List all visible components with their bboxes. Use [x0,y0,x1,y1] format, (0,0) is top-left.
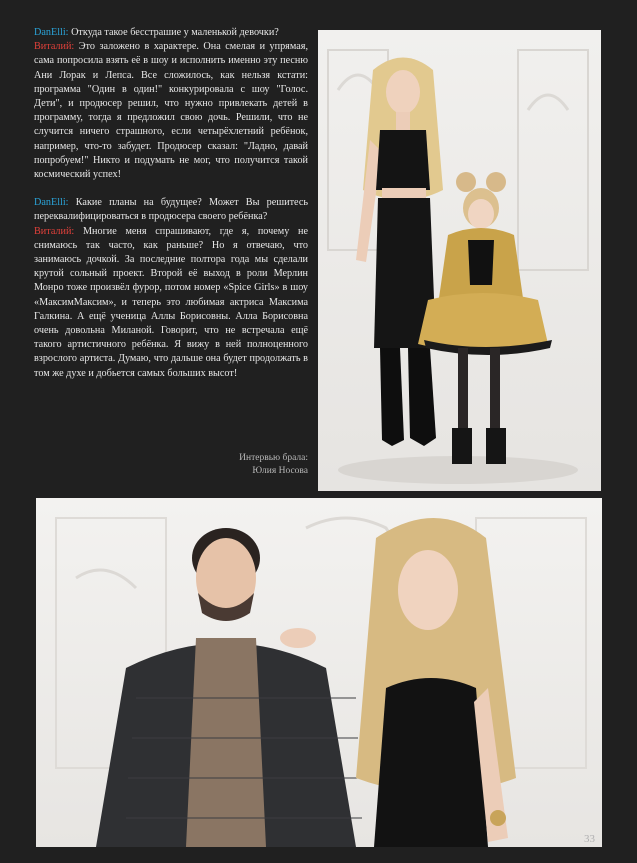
answer-speaker: Виталий: [34,41,75,53]
credit-label: Интервью брала: [239,453,308,463]
question-text: Какие планы на будущее? Может Вы решитесь переквалифицироваться в продюсера своего ребёнка? [34,197,308,223]
photo-couple [36,498,602,847]
interview-text [34,26,308,381]
answer-2 [34,225,308,381]
paragraph-gap [34,182,308,196]
question-speaker: DanElli: [34,27,69,38]
interviewer-credit [34,452,308,478]
question-1 [34,26,308,40]
photo-mother-daughter [318,30,601,491]
answer-speaker: Виталий: [34,225,75,237]
answer-text: Многие меня спрашивают, где я, почему не снимаюсь так часто, как раньше? Но я отвечаю, что занимаюсь дочкой. За последние полтора года мы сделали крутой сольный проект. Второй её выход в роли Мерлин Монро тоже произвёл фурор, потом номер «Spice Girls» в шоу «МаксимМаксим», и теперь это любимая актриса Максима Галкина. А ещё ученица Аллы Борисовны. Алла Борисовна очень довольна Миланой. Говорит, что не встречала ещё такого артистичного ребёнка. Я вижу в ней полноценного взрослого артиста. Думаю, что дальше она будет продолжать в том же духе и добьется самых больших высот! [34,225,308,379]
credit-name: Юлия Носова [252,466,308,476]
question-speaker: DanElli: [34,197,69,209]
answer-1 [34,40,308,182]
question-2 [34,196,308,224]
page-number: 33 [584,833,595,845]
question-text: Откуда такое бесстрашие у маленькой девочки? [68,27,279,38]
answer-text: Это заложено в характере. Она смелая и упрямая, сама попросила взять её в шоу и исполнить именно эту песню Ани Лорак и Лепса. Все сложилось, как нельзя кстати: программа "Один в один!" конкурировала с шоу "Голос. Дети", и продюсер решил, что нужно привлекать детей в программу, тогда я предложил свою дочь. Решили, что не случится ничего страшного, если четырёхлетний ребёнок, например, что-то забудет. Продюсер сказал: "Ладно, давай попробуем!" Никто и подумать не мог, что получится такой космический успех! [34,41,308,181]
